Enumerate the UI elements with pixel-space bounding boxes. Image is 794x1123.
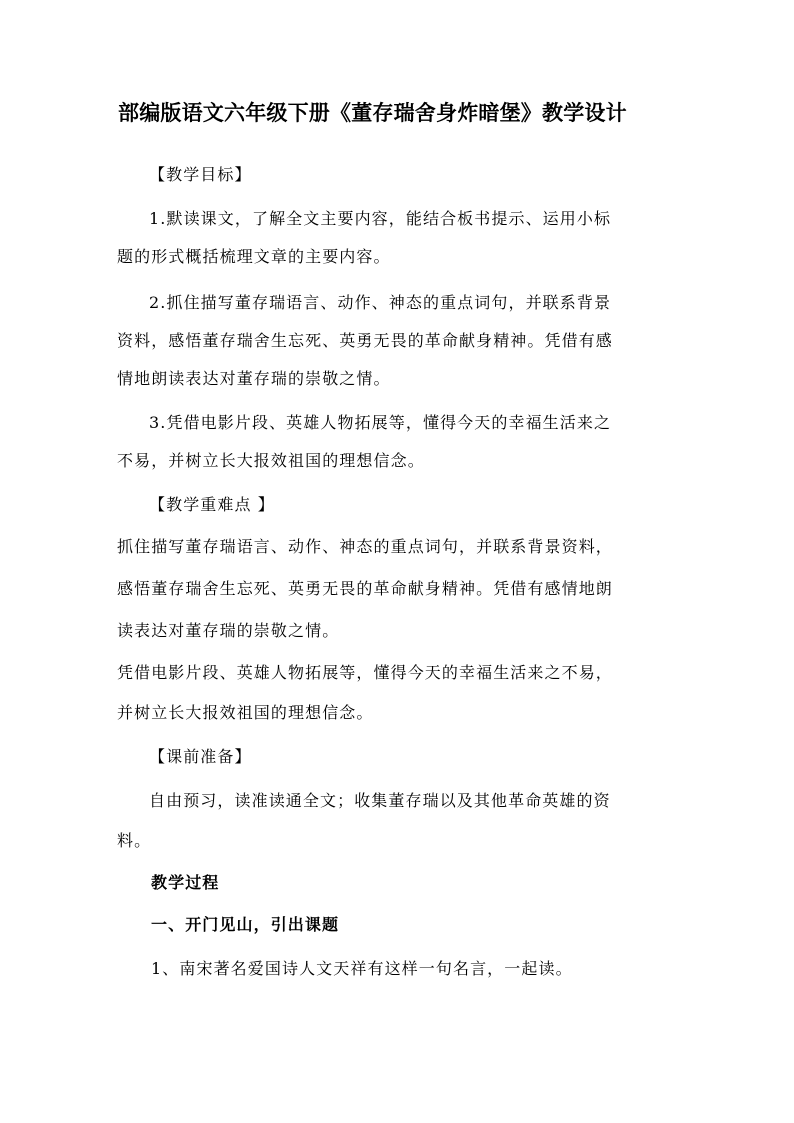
section-heading-goals: 【教学目标】 <box>149 165 252 184</box>
keypoint2-line1: 凭借电影片段、英雄人物拓展等，懂得今天的幸福生活来之不易， <box>117 663 613 682</box>
goal3-line2: 不易，并树立长大报效祖国的理想信念。 <box>117 451 425 470</box>
prep-line2: 料。 <box>117 831 152 850</box>
document-title: 部编版语文六年级下册《董存瑞舍身炸暗堡》教学设计 <box>118 101 627 125</box>
keypoint1-line1: 抓住描写董存瑞语言、动作、神态的重点词句，并联系背景资料， <box>117 537 613 556</box>
step1-item1: 1、南宋著名爱国诗人文天祥有这样一句名言，一起读。 <box>151 959 573 978</box>
goal2-line1: 2.抓住描写董存瑞语言、动作、神态的重点词句，并联系背景 <box>149 293 612 312</box>
keypoint1-line3: 读表达对董存瑞的崇敬之情。 <box>117 621 340 640</box>
goal3-line1: 3.凭借电影片段、英雄人物拓展等，懂得今天的幸福生活来之 <box>149 413 612 432</box>
goal2-line2: 资料，感悟董存瑞舍生忘死、英勇无畏的革命献身精神。凭借有感 <box>117 331 613 350</box>
step1-heading: 一、开门见山，引出课题 <box>151 915 340 934</box>
goal2-line3: 情地朗读表达对董存瑞的崇敬之情。 <box>117 369 391 388</box>
goal1-line1: 1.默读课文，了解全文主要内容，能结合板书提示、运用小标 <box>149 209 612 228</box>
goal1-line2: 题的形式概括梳理文章的主要内容。 <box>117 247 391 266</box>
keypoint1-line2: 感悟董存瑞舍生忘死、英勇无畏的革命献身精神。凭借有感情地朗 <box>117 579 613 598</box>
process-heading: 教学过程 <box>151 873 220 892</box>
section-heading-prep: 【课前准备】 <box>149 747 252 766</box>
keypoint2-line2: 并树立长大报效祖国的理想信念。 <box>117 703 374 722</box>
section-heading-keypoints: 【教学重难点 】 <box>149 495 275 514</box>
prep-line1: 自由预习，读准读通全文；收集董存瑞以及其他革命英雄的资 <box>149 791 611 810</box>
